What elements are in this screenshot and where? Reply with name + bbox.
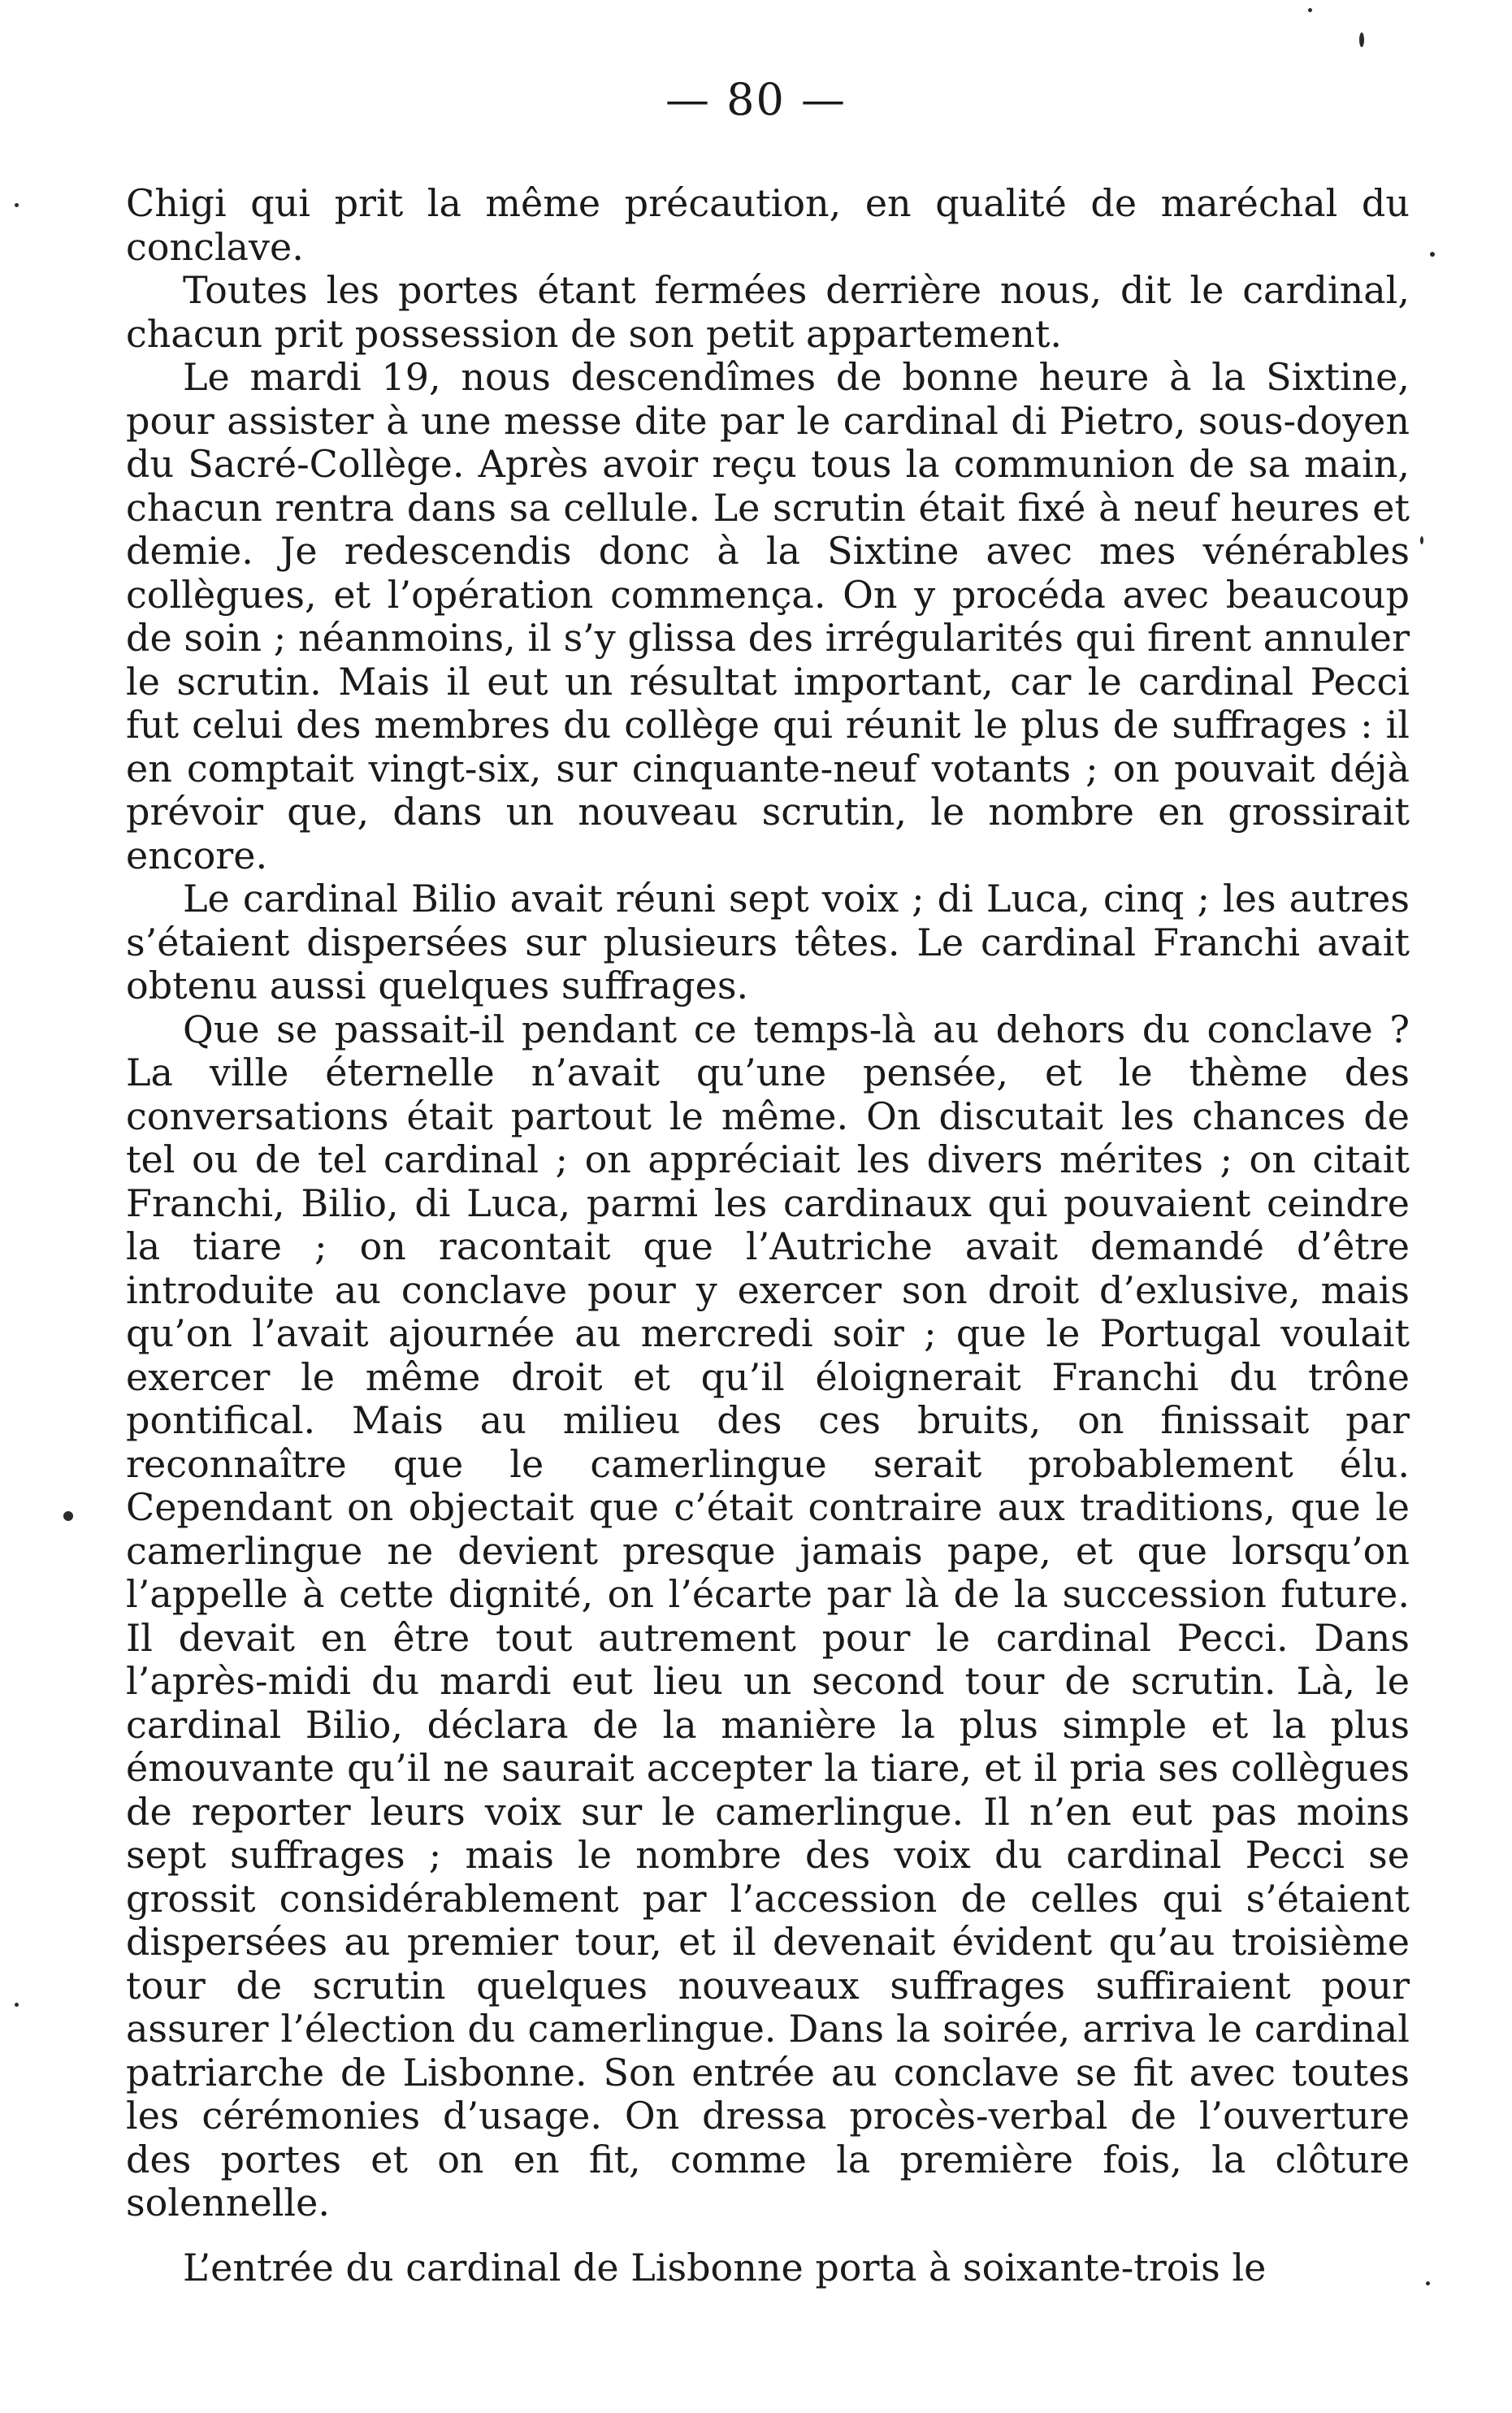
scan-speck — [15, 2003, 19, 2007]
page-number: — 80 — — [665, 74, 847, 125]
scan-speck — [1308, 8, 1312, 12]
scan-speck — [1430, 252, 1435, 257]
paragraph: L’entrée du cardinal de Lisbonne porta à soixante-trois le — [183, 2245, 1267, 2290]
scan-speck — [1426, 2281, 1430, 2285]
paragraph: Le cardinal Bilio avait réuni sept voix ; di Luca, cinq ; les autres s’étaient dispersées sur plusieurs têtes. Le cardinal Franchi avait obtenu aussi quelques suffrages. — [126, 877, 1410, 1007]
paragraph: Chigi qui prit la même précaution, en qualité de maréchal du conclave. — [126, 181, 1410, 269]
scan-speck — [1420, 536, 1423, 544]
paragraph: Que se passait-il pendant ce temps-là au dehors du conclave ? La ville éternelle n’avait qu’une pensée, et le thème des conversations était partout le même. On discutait les chances de tel ou de tel cardinal ; on appréciait les divers mérites ; on citait Franchi, Bilio, di Luca, parmi les cardinaux qui pouvaient ceindre la tiare ; on racontait que l’Autriche avait demandé d’être introduite au conclave pour y exercer son droit d’exlusive, mais qu’on l’avait ajournée au mercredi soir ; que le Portugal voulait exercer le même droit et qu’il éloignerait Franchi du trône pontifical. Mais au milieu des ces bruits, on finissait par reconnaître que le camerlingue serait probablement élu. Cependant on objectait que c’était contraire aux traditions, que le camerlingue ne devient presque jamais pape, et que lorsqu’on l’appelle à cette dignité, on l’écarte par là de la succession future. Il devait en être tout autrement pour le cardinal Pecci. Dans l’après-midi du mardi eut lieu un second tour de scrutin. Là, le cardinal Bilio, déclara de la manière la plus simple et la plus émouvante qu’il ne saurait accepter la tiare, et il pria ses collègues de reporter leurs voix sur le camerlingue. Il n’en eut pas moins sept suffrages ; mais le nombre des voix du cardinal Pecci se grossit considérablement par l’accession de celles qui s’étaient dispersées au premier tour, et il devenait évident qu’au troisième tour de scrutin quelques nouveaux suffrages suffiraient pour assurer l’élection du camerlingue. Dans la soirée, arriva le cardinal patriarche de Lisbonne. Son entrée au conclave se fit avec toutes les cérémonies d’usage. On dressa procès-verbal de l’ouverture des portes et on en fit, comme la première fois, la clôture solennelle. — [126, 1007, 1410, 2225]
scan-speck — [63, 1511, 73, 1521]
paragraph: Toutes les portes étant fermées derrière nous, dit le cardinal, chacun prit possession de son petit appartement. — [126, 268, 1410, 356]
body-text — [126, 182, 1410, 2290]
scan-speck — [15, 203, 19, 207]
scan-speck — [1359, 32, 1364, 47]
paragraph: Le mardi 19, nous descendîmes de bonne heure à la Sixtine, pour assister à une messe dite par le cardinal di Pietro, sous-doyen du Sacré-Collège. Après avoir reçu tous la communion de sa main, chacun rentra dans sa cellule. Le scrutin était fixé à neuf heures et demie. Je redescendis donc à la Sixtine avec mes vénérables collègues, et l’opération commença. On y procéda avec beaucoup de soin ; néanmoins, il s’y glissa des irrégularités qui firent annuler le scrutin. Mais il eut un résultat important, car le cardinal Pecci fut celui des membres du collège qui réunit le plus de suffrages : il en comptait vingt-six, sur cinquante-neuf votants ; on pouvait déjà prévoir que, dans un nouveau scrutin, le nombre en grossirait encore. — [126, 355, 1410, 877]
